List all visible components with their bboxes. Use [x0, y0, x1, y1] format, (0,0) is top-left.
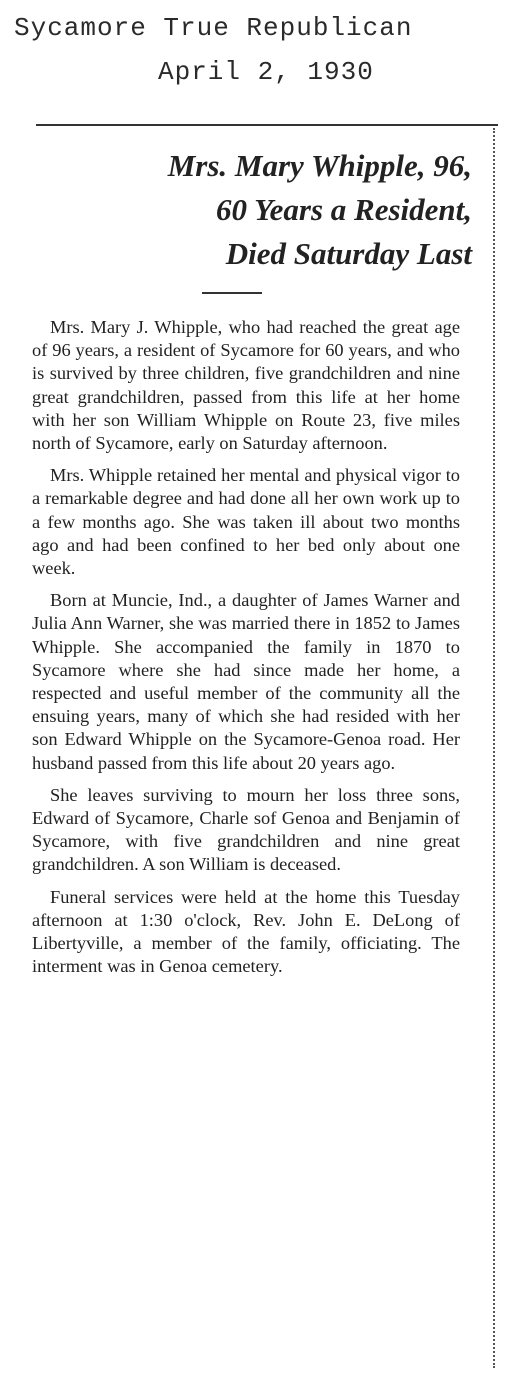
- headline-line-2: 60 Years a Resident,: [215, 192, 472, 227]
- paragraph-biography: Born at Muncie, Ind., a daughter of James Warner and Julia Ann Warner, she was married there in 1852 to James Whipple. She accompanied the family in 1870 to Sycamore where she had since made her home, a respected and useful member of the community all the ensuing years, many of which she had resided with her son Edward Whipple on the Sycamore-Genoa road. Her husband passed from this life about 20 years ago.: [32, 590, 460, 773]
- headline-line-1: Mrs. Mary Whipple, 96,: [167, 148, 472, 183]
- paragraph-survivors: She leaves surviving to mourn her loss three sons, Edward of Sycamore, Charle sof Genoa and Benjamin of Sycamore, with five grandchildren and nine great grandchildren. A son William is deceased.: [32, 784, 460, 875]
- paragraph-funeral: Funeral services were held at the home this Tuesday afternoon at 1:30 o'clock, Rev. John E. DeLong of Libertyville, a member of the family, officiating. The interment was in Genoa cemetery.: [32, 886, 460, 977]
- headline-line-3: Died Saturday Last: [225, 236, 472, 271]
- paragraph-health: Mrs. Whipple retained her mental and physical vigor to a remarkable degree and had done all her own work up to a few months ago. She was taken ill about two months ago and had been confined to her bed only about one week.: [32, 465, 460, 579]
- publication-date: April 2, 1930: [158, 57, 374, 87]
- article-body: [32, 316, 460, 987]
- paragraph-death-notice: Mrs. Mary J. Whipple, who had reached the great age of 96 years, a resident of Sycamore for 60 years, and who is survived by three children, five grandchildren and nine great grandchildren, passed from this life at her home with her son William Whipple on Route 23, five miles north of Sycamore, early on Saturday afternoon.: [32, 317, 460, 454]
- top-column-rule: [36, 124, 498, 126]
- newspaper-clipping: [30, 120, 470, 1380]
- newspaper-name: Sycamore True Republican: [14, 13, 413, 43]
- headline: [30, 144, 472, 276]
- headline-divider: [202, 292, 262, 294]
- right-column-rule: [493, 128, 496, 1368]
